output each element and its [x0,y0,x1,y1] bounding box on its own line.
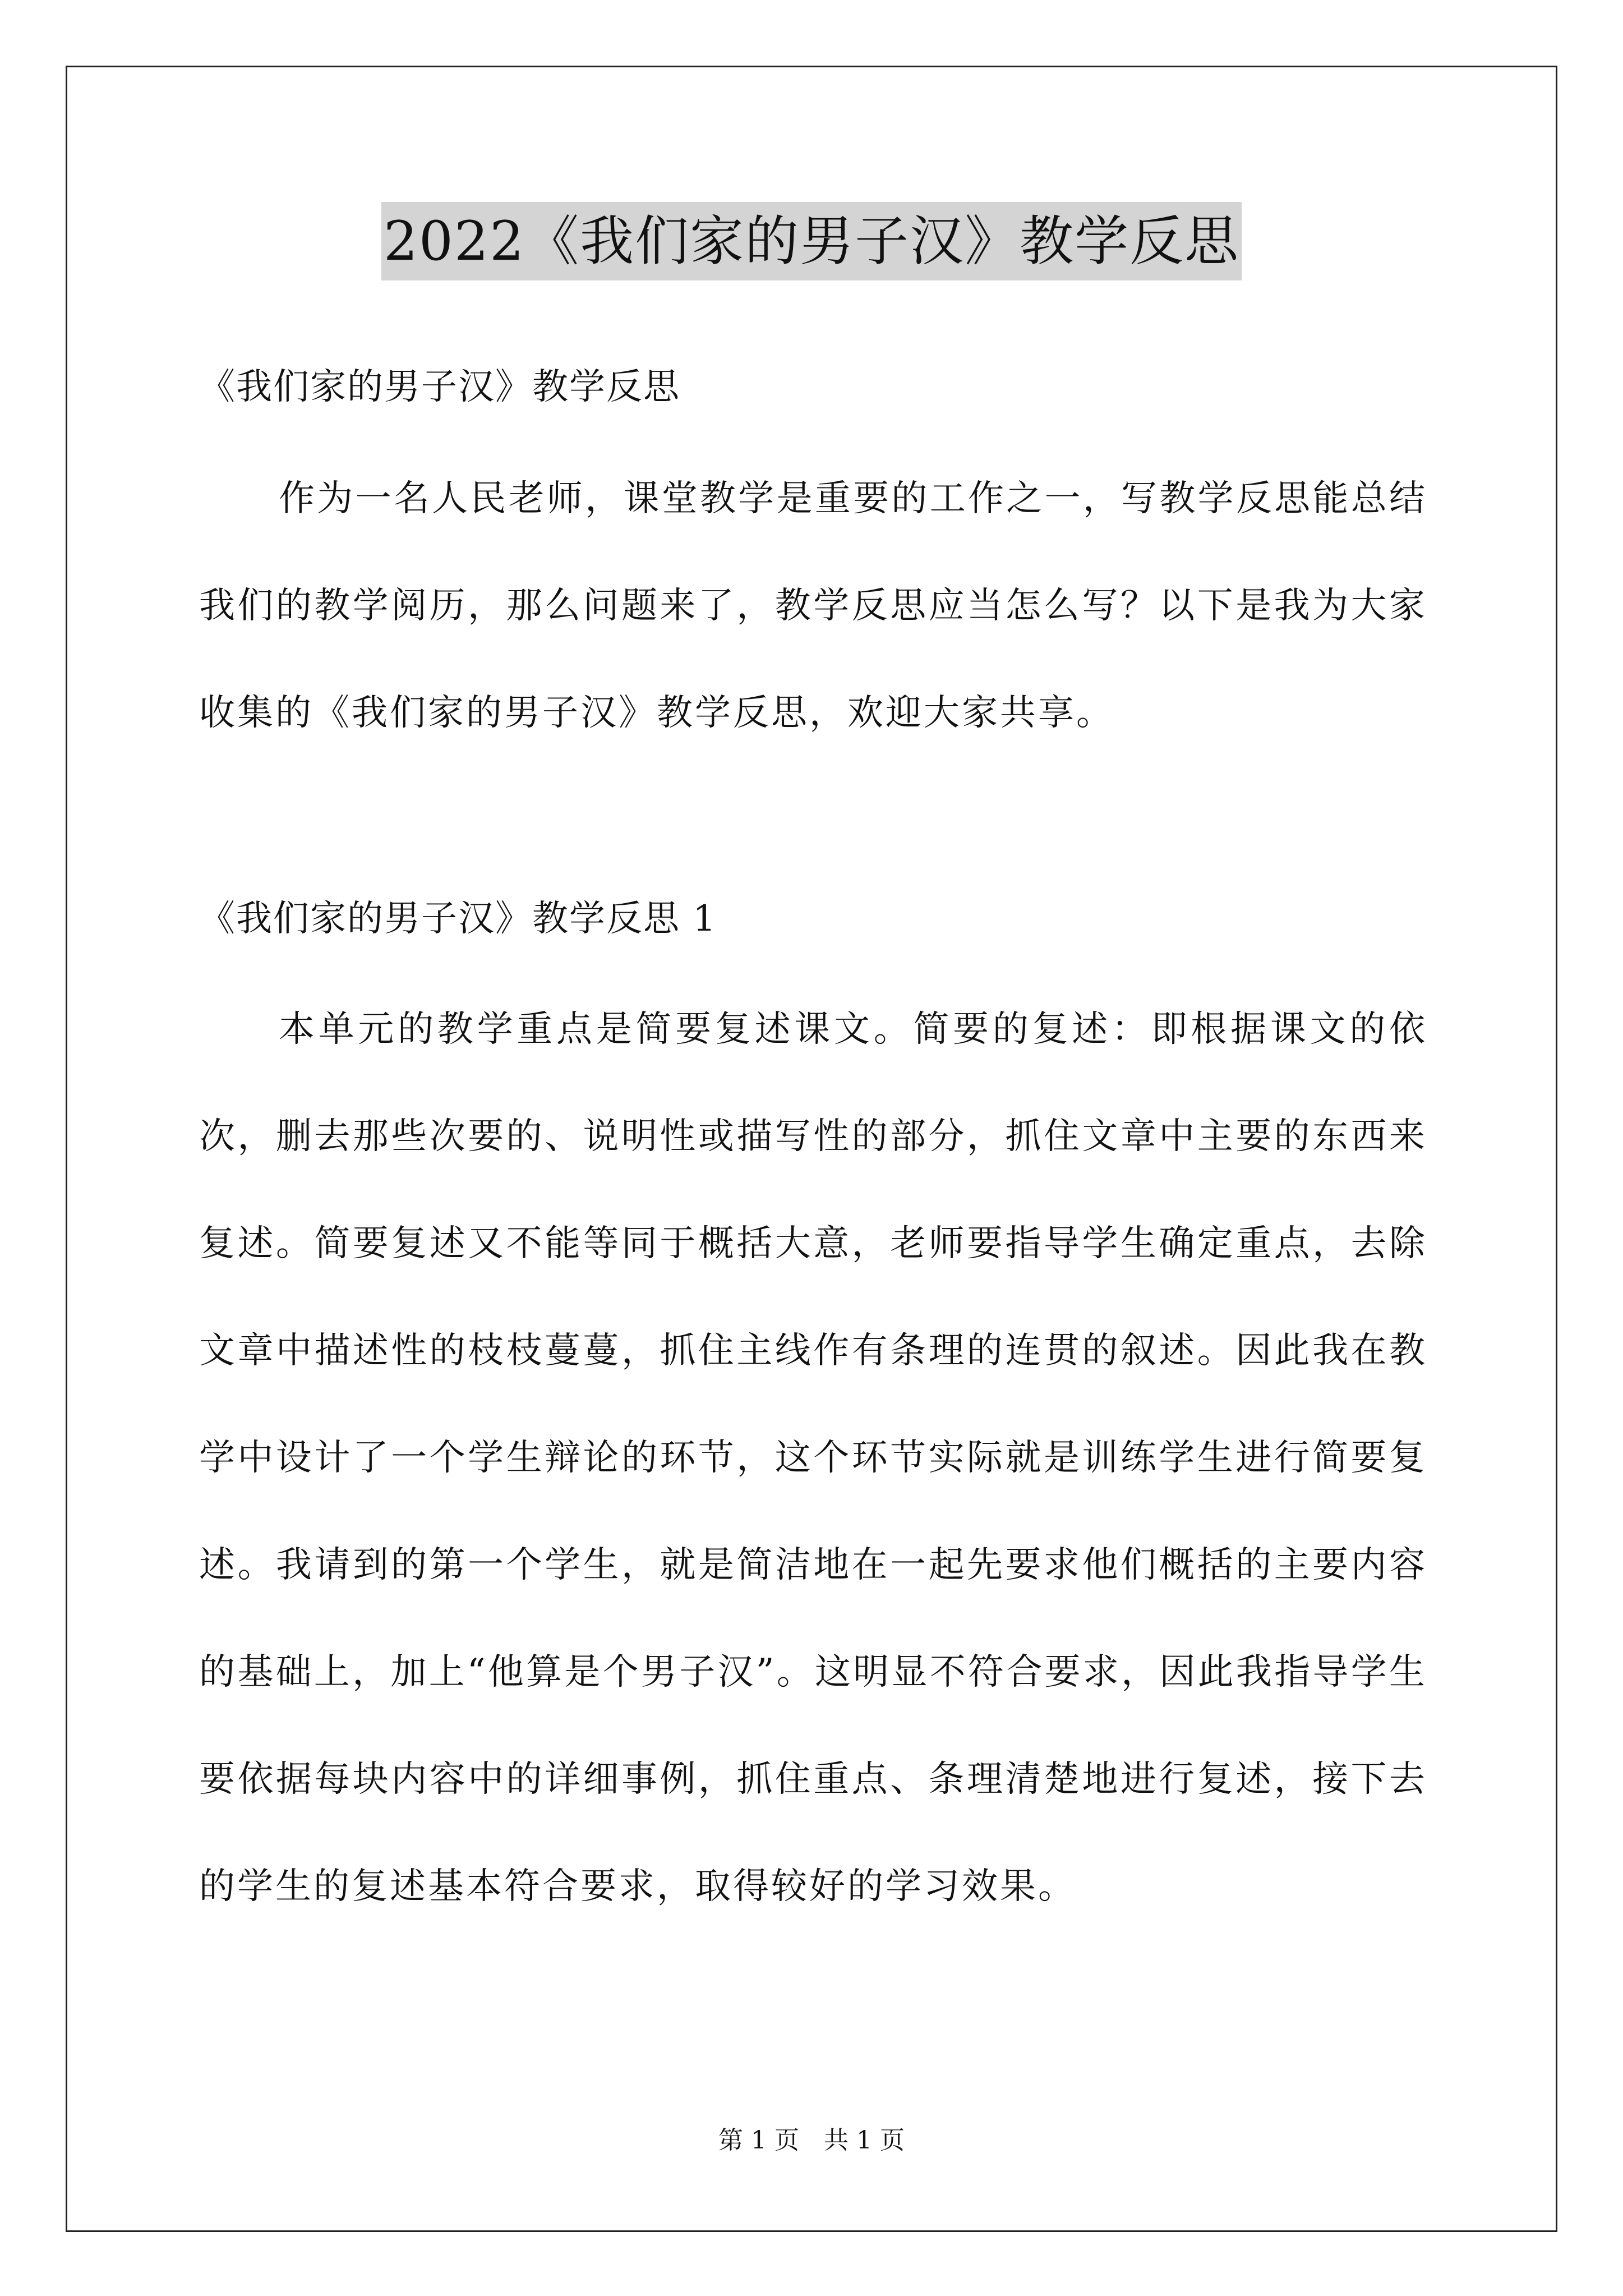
section-heading-1: 《我们家的男子汉》教学反思 1 [199,898,717,940]
intro-paragraph: 作为一名人民老师，课堂教学是重要的工作之一，写教学反思能总结我们的教学阅历，那么问题来了，教学反思应当怎么写？以下是我为大家收集的《我们家的男子汉》教学反思，欢迎大家共享。 [199,478,1427,734]
document-title: 2022《我们家的男子汉》教学反思 [381,202,1242,280]
title-container [0,202,1623,280]
page-footer: 第 1 页 共 1 页 [718,2126,905,2155]
section-body-1: 本单元的教学重点是简要复述课文。简要的复述：即根据课文的依次，删去那些次要的、说明性或描写性的部分，抓住文章中主要的东西来复述。简要复述又不能等同于概括大意，老师要指导学生确定重点，去除文章中描述性的枝枝蔓蔓，抓住主线作有条理的连贯的叙述。因此我在教学中设计了一个学生辩论的环节，这个环节实际就是训练学生进行简要复述。我请到的第一个学生，就是简洁地在一起先要求他们概括的主要内容的基础上，加上“他算是个男子汉”。这明显不符合要求，因此我指导学生要依据每块内容中的详细事例，抓住重点、条理清楚地进行复述，接下去的学生的复述基本符合要求，取得较好的学习效果。 [199,1009,1427,1907]
document-subtitle: 《我们家的男子汉》教学反思 [199,366,680,408]
